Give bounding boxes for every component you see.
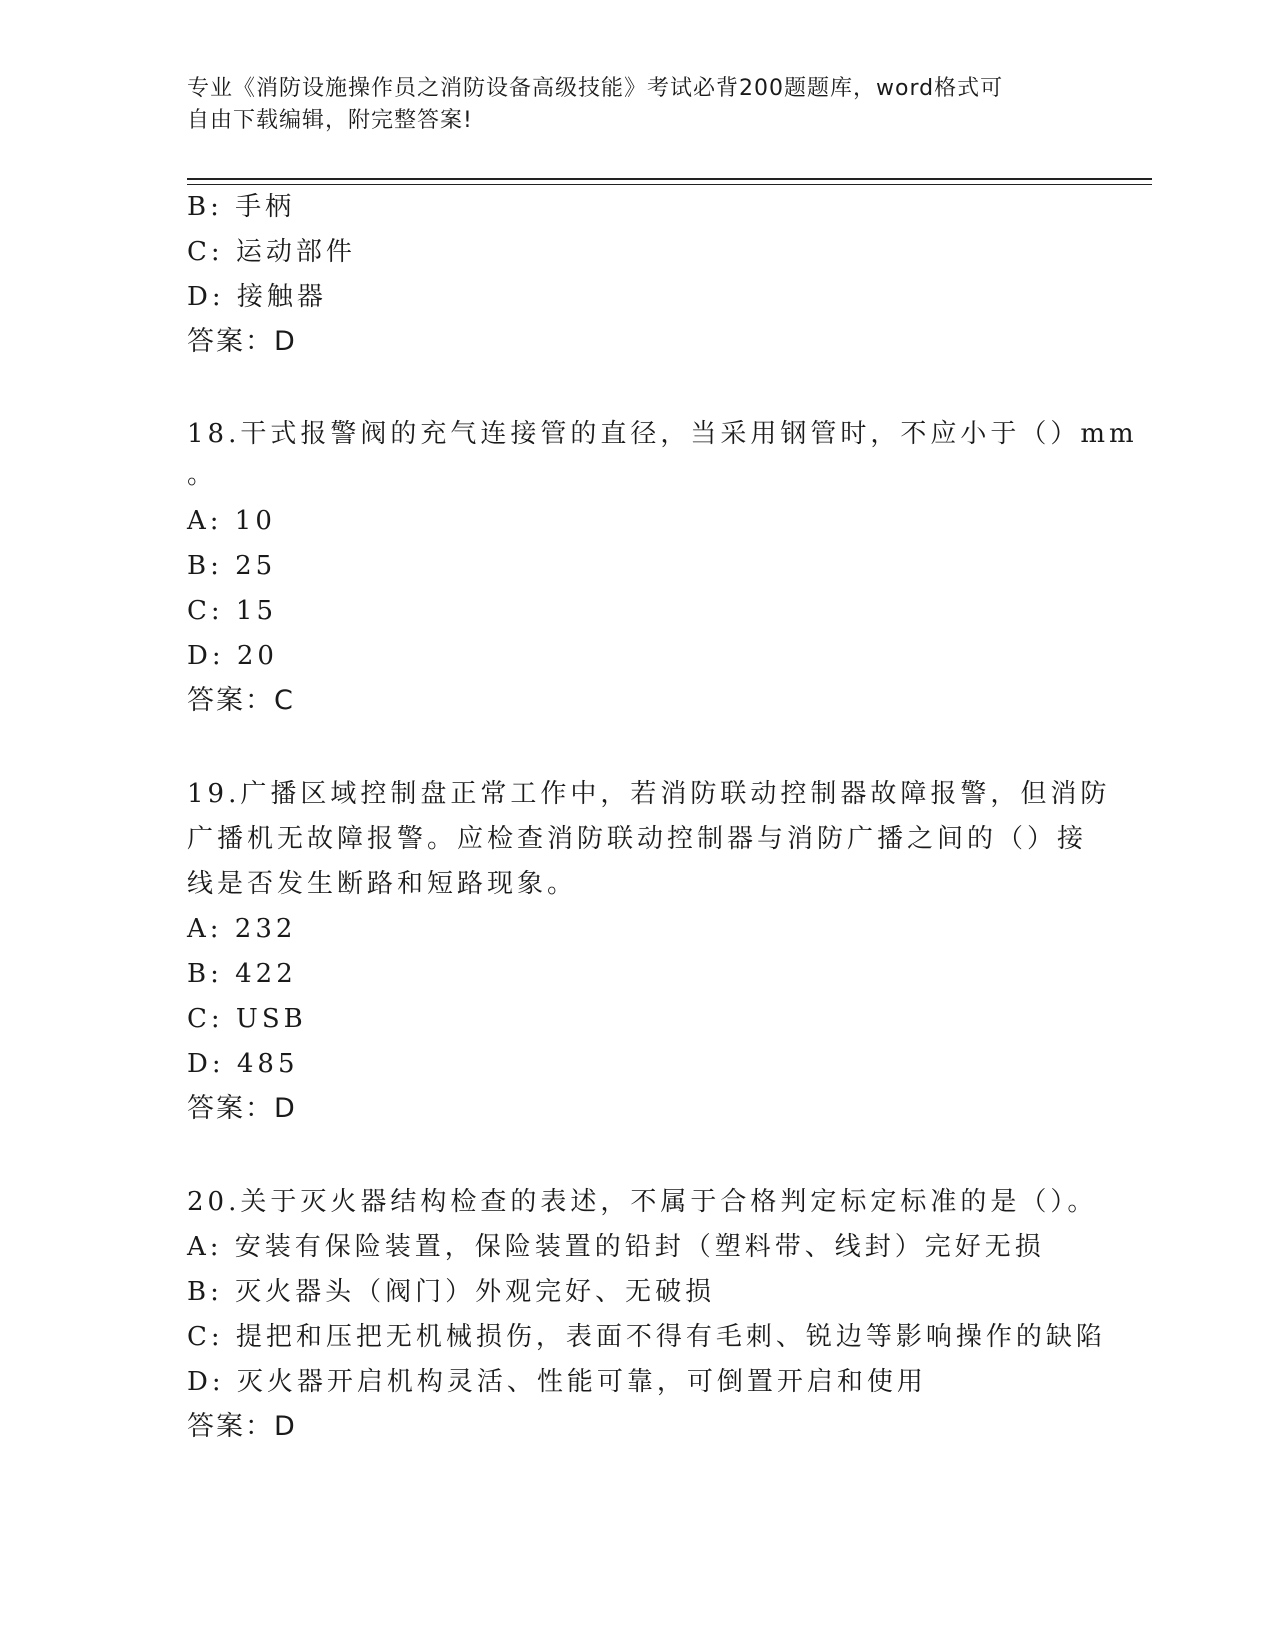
q18-option-b: B: 25 [187, 551, 277, 581]
q18-option-c: C: 15 [187, 596, 278, 626]
q20-stem-line-1: 20.关于灭火器结构检查的表述，不属于合格判定标定标准的是（）。 [187, 1187, 1098, 1217]
document-header [187, 73, 1067, 137]
q17-option-c: C: 运动部件 [187, 237, 356, 267]
q19-option-d: D: 485 [187, 1049, 299, 1079]
q20-option-d: D: 灭火器开启机构灵活、性能可靠，可倒置开启和使用 [187, 1367, 927, 1397]
q20-answer: 答案：D [187, 1411, 297, 1442]
q17-option-b: B: 手柄 [187, 192, 296, 222]
q19-option-a: A: 232 [187, 914, 297, 944]
header-divider [187, 178, 1152, 180]
q20-option-b: B: 灭火器头（阀门）外观完好、无破损 [187, 1277, 716, 1307]
q17-answer: 答案：D [187, 326, 297, 357]
q19-option-c: C: USB [187, 1004, 307, 1034]
q18-option-a: A: 10 [187, 506, 276, 536]
q19-option-b: B: 422 [187, 959, 297, 989]
q17-option-d: D: 接触器 [187, 282, 327, 312]
q19-answer: 答案：D [187, 1093, 297, 1124]
header-divider-thin [187, 184, 1152, 185]
header-line-1: 专业《消防设施操作员之消防设备高级技能》考试必背200题题库，word格式可 [187, 76, 1004, 101]
q18-stem-line-1: 18.干式报警阀的充气连接管的直径，当采用钢管时，不应小于（）mm [187, 419, 1138, 449]
q18-option-d: D: 20 [187, 641, 278, 671]
q19-stem-line-2: 广播机无故障报警。应检查消防联动控制器与消防广播之间的（）接 [187, 824, 1088, 854]
q19-stem-line-1: 19.广播区域控制盘正常工作中，若消防联动控制器故障报警，但消防 [187, 779, 1111, 809]
q20-option-c: C: 提把和压把无机械损伤，表面不得有毛刺、锐边等影响操作的缺陷 [187, 1322, 1106, 1352]
q18-stem-line-2: 。 [187, 460, 218, 490]
q19-stem-line-3: 线是否发生断路和短路现象。 [187, 869, 578, 899]
q20-option-a: A: 安装有保险装置，保险装置的铅封（塑料带、线封）完好无损 [187, 1232, 1045, 1262]
q18-answer: 答案：C [187, 685, 295, 716]
header-line-2: 自由下载编辑，附完整答案! [187, 108, 473, 133]
